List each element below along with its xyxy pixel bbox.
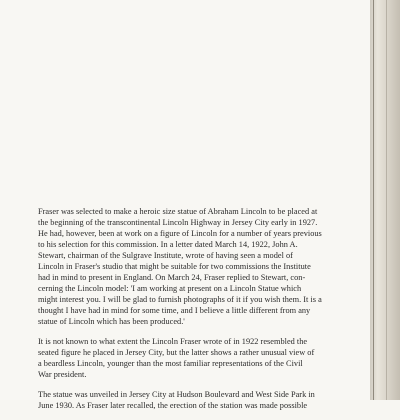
text-line: He had, however, been at work on a figure of Lincoln for a number of years previous	[38, 229, 322, 238]
text-line: June 1930. As Fraser later recalled, the erection of the station was made possible	[38, 401, 308, 410]
text-line: statue of Lincoln which has been produced.'	[38, 317, 185, 326]
binding-highlight-line	[386, 0, 387, 400]
text-line: thought I have had in mind for some time, and I believe a little different from any	[38, 306, 311, 315]
binding-shadow-line	[373, 0, 374, 400]
book-binding-edge	[370, 0, 400, 400]
paragraph-1	[38, 206, 364, 327]
text-line: might interest you. I will be glad to furnish photographs of it if you wish them. It is a	[38, 295, 322, 304]
text-line: War president.	[38, 370, 87, 379]
text-line: Lincoln in Fraser's studio that might be suitable for two commissions the Institute	[38, 262, 311, 271]
text-line: to his selection for this commission. In a letter dated March 14, 1922, John A.	[38, 240, 298, 249]
text-line: Fraser was selected to make a heroic size statue of Abraham Lincoln to be placed at	[38, 207, 318, 216]
text-line: cerning the Lincoln model: 'I am working at present on a Lincoln Statue which	[38, 284, 302, 293]
text-line: It is not known to what extent the Lincoln Fraser wrote of in 1922 resembled the	[38, 337, 308, 346]
text-line: a beardless Lincoln, younger than the most familiar representations of the Civil	[38, 359, 303, 368]
text-line: The statue was unveiled in Jersey City at Hudson Boulevard and West Side Park in	[38, 390, 315, 399]
paragraph-3	[38, 389, 364, 411]
text-line: seated figure he placed in Jersey City, but the latter shows a rather unusual view of	[38, 348, 315, 357]
body-text	[38, 206, 364, 420]
text-line: had in mind to present in England. On March 24, Fraser replied to Stewart, con-	[38, 273, 306, 282]
paragraph-2	[38, 336, 364, 380]
text-line: the beginning of the transcontinental Lincoln Highway in Jersey City early in 1927.	[38, 218, 318, 227]
text-line: Stewart, chairman of the Sulgrave Institute, wrote of having seen a model of	[38, 251, 293, 260]
